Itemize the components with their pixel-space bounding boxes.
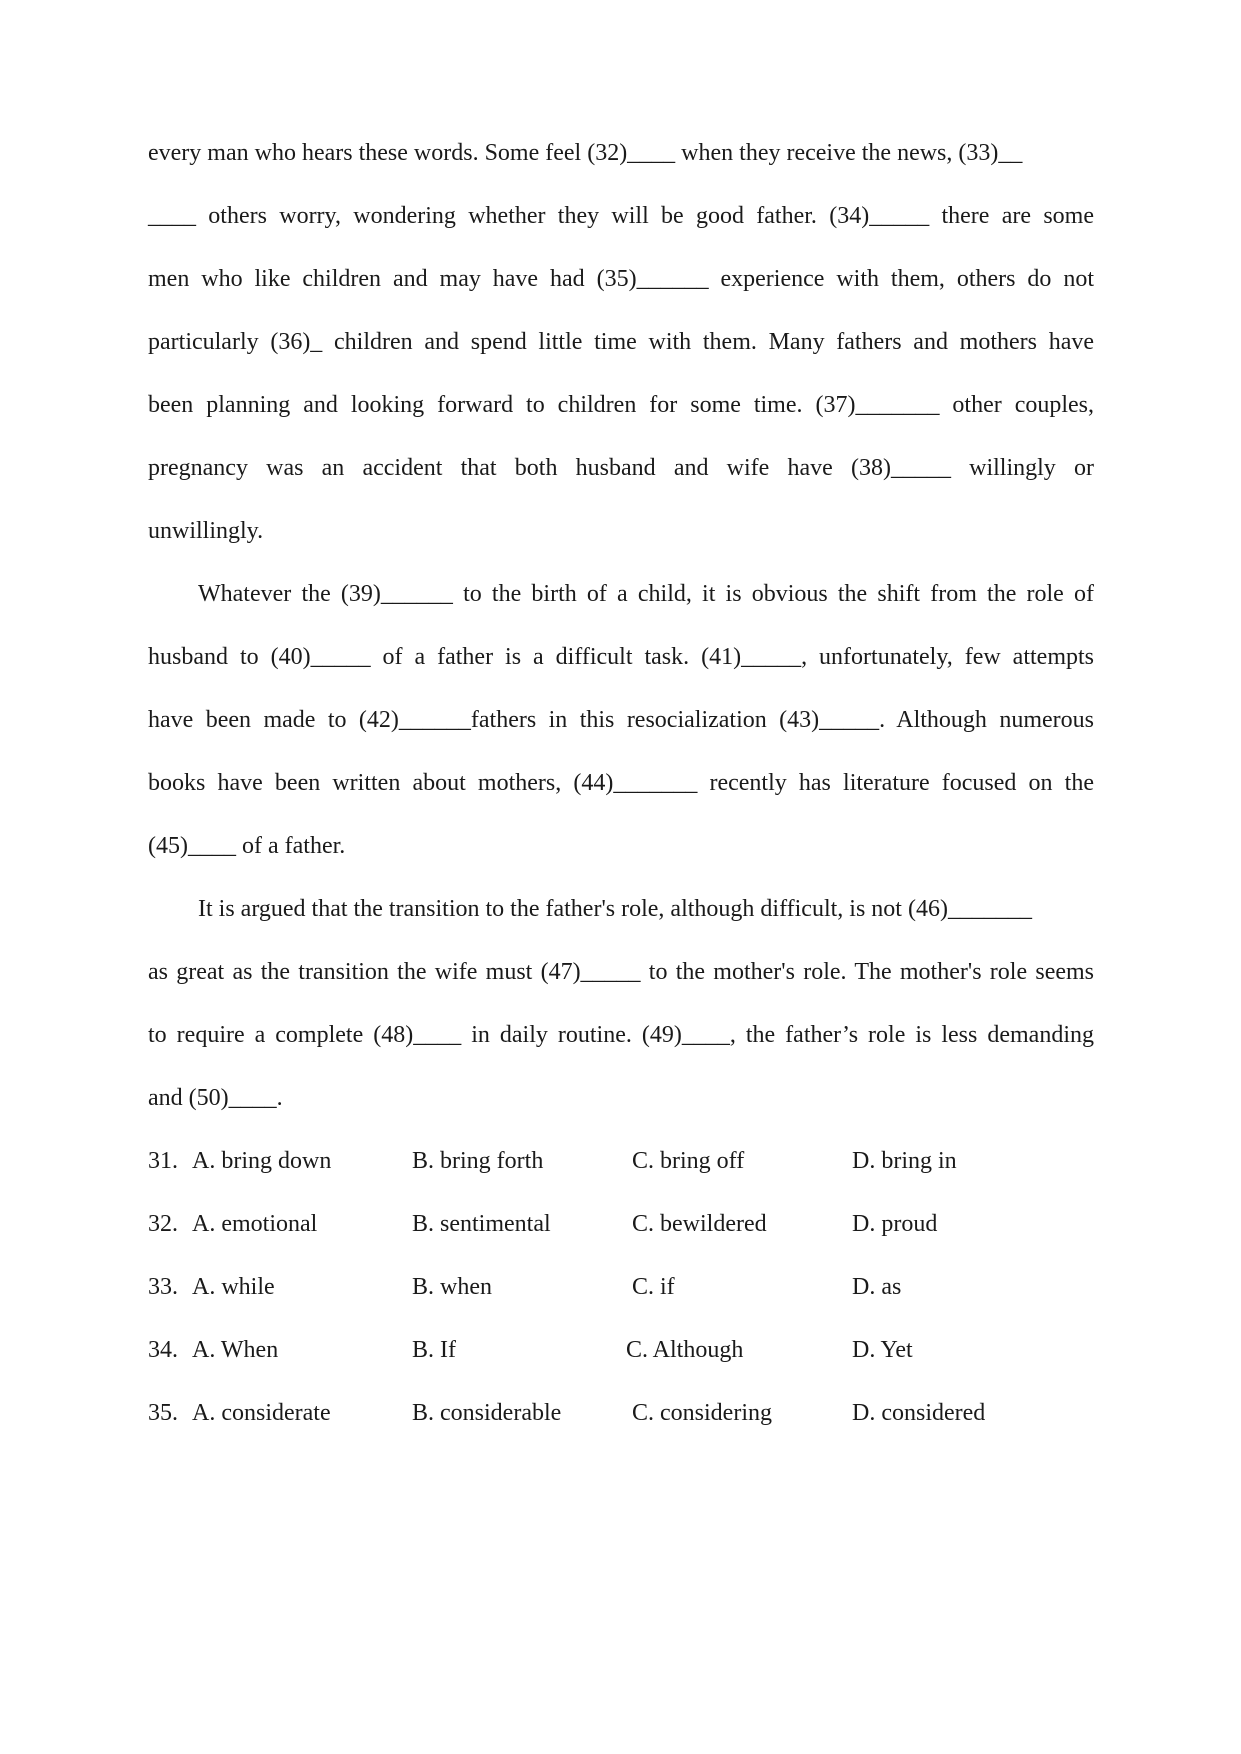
option-d: D. considered [852,1400,986,1426]
option-b: B. when [412,1274,492,1300]
question-row [148,1335,1094,1365]
question-number: 34. [148,1337,178,1363]
option-c: C. considering [632,1400,772,1426]
option-d: D. Yet [852,1337,913,1363]
option-a: A. considerate [192,1400,331,1426]
option-c: C. Although [626,1337,744,1363]
option-d: D. proud [852,1211,938,1237]
option-b: B. sentimental [412,1211,551,1237]
question-number: 31. [148,1148,178,1174]
option-a: A. while [192,1274,275,1300]
option-a: A. When [192,1337,279,1363]
passage-line: been planning and looking forward to children for some time. (37)_______ other couples, [148,392,1094,418]
question-row [148,1398,1094,1428]
passage-line: have been made to (42)______fathers in this resocialization (43)_____. Although numerous [148,707,1094,733]
option-b: B. bring forth [412,1148,544,1174]
question-row [148,1272,1094,1302]
question-number: 32. [148,1211,178,1237]
question-number: 33. [148,1274,178,1300]
passage-line: (45)____ of a father. [148,833,346,859]
question-row [148,1146,1094,1176]
passage-line: particularly (36)_ children and spend little time with them. Many fathers and mothers have [148,329,1094,355]
option-a: A. bring down [192,1148,332,1174]
passage-line: unwillingly. [148,518,264,544]
option-b: B. considerable [412,1400,562,1426]
passage-line: as great as the transition the wife must (47)_____ to the mother's role. The mother's role seems [148,959,1094,985]
passage-line: to require a complete (48)____ in daily routine. (49)____, the father’s role is less demanding [148,1022,1094,1048]
passage-line: and (50)____. [148,1085,283,1111]
passage-line: ____ others worry, wondering whether they will be good father. (34)_____ there are some [148,203,1094,229]
option-c: C. bewildered [632,1211,767,1237]
passage-line: men who like children and may have had (35)______ experience with them, others do not [148,266,1094,292]
passage-line: books have been written about mothers, (44)_______ recently has literature focused on the [148,770,1094,796]
passage-line: husband to (40)_____ of a father is a difficult task. (41)_____, unfortunately, few attempts [148,644,1094,670]
passage-line: every man who hears these words. Some feel (32)____ when they receive the news, (33)__ [148,140,1023,166]
option-c: C. if [632,1274,675,1300]
passage-line: It is argued that the transition to the father's role, although difficult, is not (46)_______ [198,896,1032,922]
option-b: B. If [412,1337,456,1363]
option-c: C. bring off [632,1148,745,1174]
option-a: A. emotional [192,1211,318,1237]
option-d: D. as [852,1274,902,1300]
option-d: D. bring in [852,1148,957,1174]
passage-line: pregnancy was an accident that both husband and wife have (38)_____ willingly or [148,455,1094,481]
passage-line: Whatever the (39)______ to the birth of a child, it is obvious the shift from the role of [198,581,1094,607]
question-row [148,1209,1094,1239]
question-number: 35. [148,1400,178,1426]
